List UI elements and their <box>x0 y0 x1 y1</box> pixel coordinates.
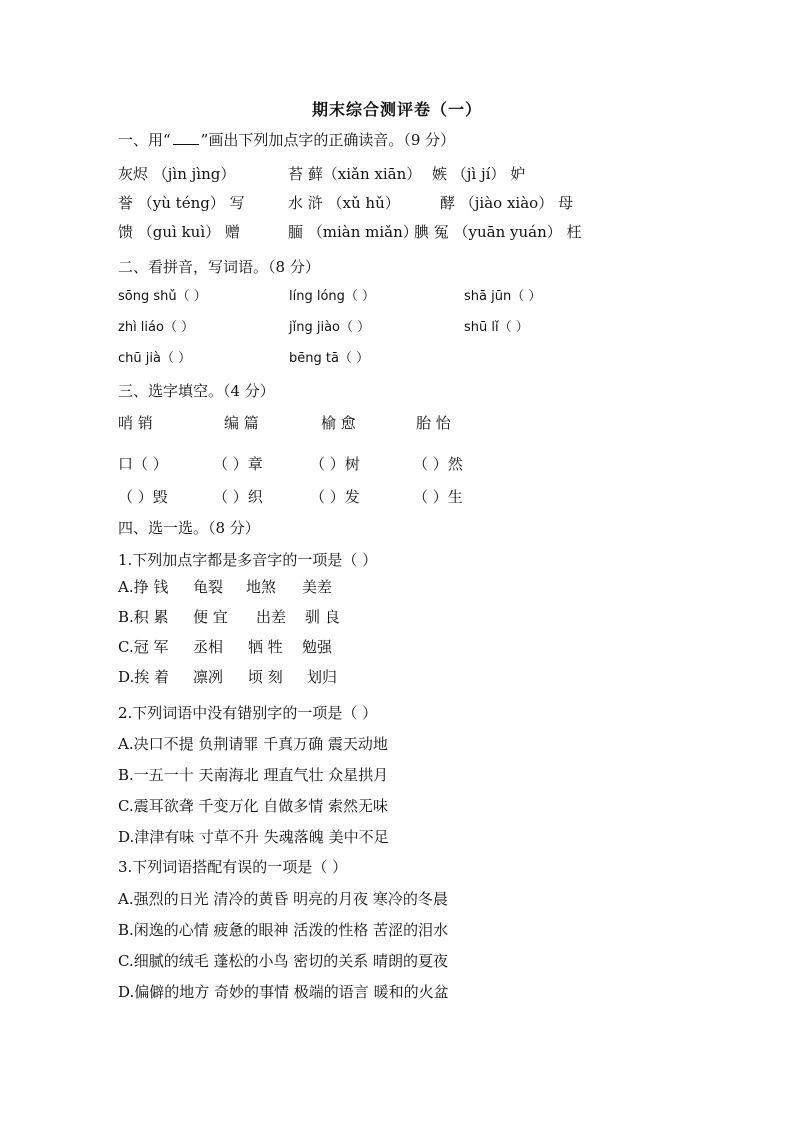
section1-heading-a: 一、用“ <box>118 131 171 149</box>
section2-heading: 二、看拼音，写词语。（8 分） <box>118 258 320 276</box>
q1-opt-d-3: 顷 刻 <box>248 668 283 686</box>
q1-opt-b-4: 驯 良 <box>305 608 340 626</box>
q3-stem: 3.下列词语搭配有误的一项是（ ） <box>118 858 348 876</box>
section4-heading: 四、选一选。（8 分） <box>118 519 260 537</box>
q1-opt-a-4: 美差 <box>302 578 333 596</box>
q1-opt-b-3: 出差 <box>256 608 287 626</box>
s2-r2-c2: jǐng jiào（ ） <box>289 320 371 335</box>
s3-r2-c1: （ ）毁 <box>118 488 168 506</box>
s1-r3-c2: 腼 （miàn miǎn） <box>288 223 418 241</box>
s1-r1-c1: 灰烬 （jìn jìng） <box>118 165 236 183</box>
s2-r3-c1: chū jià（ ） <box>118 351 192 366</box>
s3-r1-c2: （ ）章 <box>213 455 263 473</box>
s2-r2-c1: zhì liáo（ ） <box>118 320 195 335</box>
page-title: 期末综合测评卷（一） <box>311 100 482 119</box>
q1-opt-d-4: 划归 <box>307 668 338 686</box>
s2-r1-c2: líng lóng（ ） <box>289 289 376 304</box>
s3-choice-2: 编 篇 <box>224 414 259 432</box>
section1-heading-b: ”画出下列加点字的正确读音。（9 分） <box>200 131 456 149</box>
q1-opt-d-1: D.挨 着 <box>118 668 170 686</box>
q3-opt-a: A.强烈的日光 清冷的黄昏 明亮的月夜 寒冷的冬晨 <box>118 890 448 908</box>
s1-r1-c2: 苔 藓（xiǎn xiān） <box>288 165 422 183</box>
q2-opt-a: A.决口不提 负荆请罪 千真万确 震天动地 <box>118 735 388 753</box>
q1-opt-b-1: B.积 累 <box>118 608 169 626</box>
q1-opt-a-2: 龟裂 <box>193 578 224 596</box>
s3-r1-c1: 口（ ） <box>118 455 168 473</box>
s3-r2-c3: （ ）发 <box>310 488 360 506</box>
section3-heading: 三、选字填空。（4 分） <box>118 382 275 400</box>
q1-opt-c-1: C.冠 军 <box>118 638 169 656</box>
s1-r3-c3: 腆 冤 （yuān yuán） 枉 <box>414 223 582 241</box>
underline-sample <box>173 130 199 145</box>
s3-r1-c3: （ ）树 <box>310 455 360 473</box>
s3-r1-c4: （ ）然 <box>413 455 463 473</box>
q2-opt-c: C.震耳欲聋 千变万化 自做多情 索然无味 <box>118 797 389 815</box>
q2-opt-d: D.津津有味 寸草不升 失魂落魄 美中不足 <box>118 828 389 846</box>
q1-opt-c-2: 丞相 <box>193 638 224 656</box>
q1-opt-b-2: 便 宜 <box>193 608 228 626</box>
q2-stem: 2.下列词语中没有错别字的一项是（ ） <box>118 704 378 722</box>
s2-r2-c3: shū lǐ（ ） <box>464 320 529 335</box>
q1-opt-a-3: 地煞 <box>246 578 277 596</box>
q1-opt-c-3: 牺 牲 <box>248 638 283 656</box>
q1-opt-a-1: A.挣 钱 <box>118 578 169 596</box>
q3-opt-b: B.闲逸的心情 疲惫的眼神 活泼的性格 苦涩的泪水 <box>118 921 449 939</box>
s3-choice-1: 哨 销 <box>118 414 153 432</box>
s3-r2-c4: （ ）生 <box>413 488 463 506</box>
s1-r3-c1: 馈 （guì kuì） 赠 <box>118 223 240 241</box>
s3-choice-4: 胎 怡 <box>416 414 451 432</box>
s3-choice-3: 榆 愈 <box>321 414 356 432</box>
section1-heading <box>118 130 455 150</box>
s2-r1-c3: shā jūn（ ） <box>464 289 542 304</box>
s1-r1-c3: 嫉 （jì jí） 妒 <box>432 165 526 183</box>
s1-r2-c1: 誉 （yù téng） 写 <box>118 194 245 212</box>
s1-r2-c3: 酵 （jiào xiào） 母 <box>440 194 573 212</box>
s2-r3-c2: bēng tā（ ） <box>289 351 370 366</box>
q1-stem: 1.下列加点字都是多音字的一项是（ ） <box>118 551 378 569</box>
q1-opt-c-4: 勉强 <box>302 638 333 656</box>
s2-r1-c1: sōng shǔ（ ） <box>118 289 207 304</box>
q3-opt-d: D.偏僻的地方 奇妙的事情 极端的语言 暖和的火盆 <box>118 983 449 1001</box>
s1-r2-c2: 水 浒 （xǔ hǔ） <box>288 194 400 212</box>
q2-opt-b: B.一五一十 天南海北 理直气壮 众星拱月 <box>118 766 389 784</box>
q1-opt-d-2: 凛冽 <box>193 668 224 686</box>
s3-r2-c2: （ ）织 <box>213 488 263 506</box>
q3-opt-c: C.细腻的绒毛 蓬松的小鸟 密切的关系 晴朗的夏夜 <box>118 952 449 970</box>
